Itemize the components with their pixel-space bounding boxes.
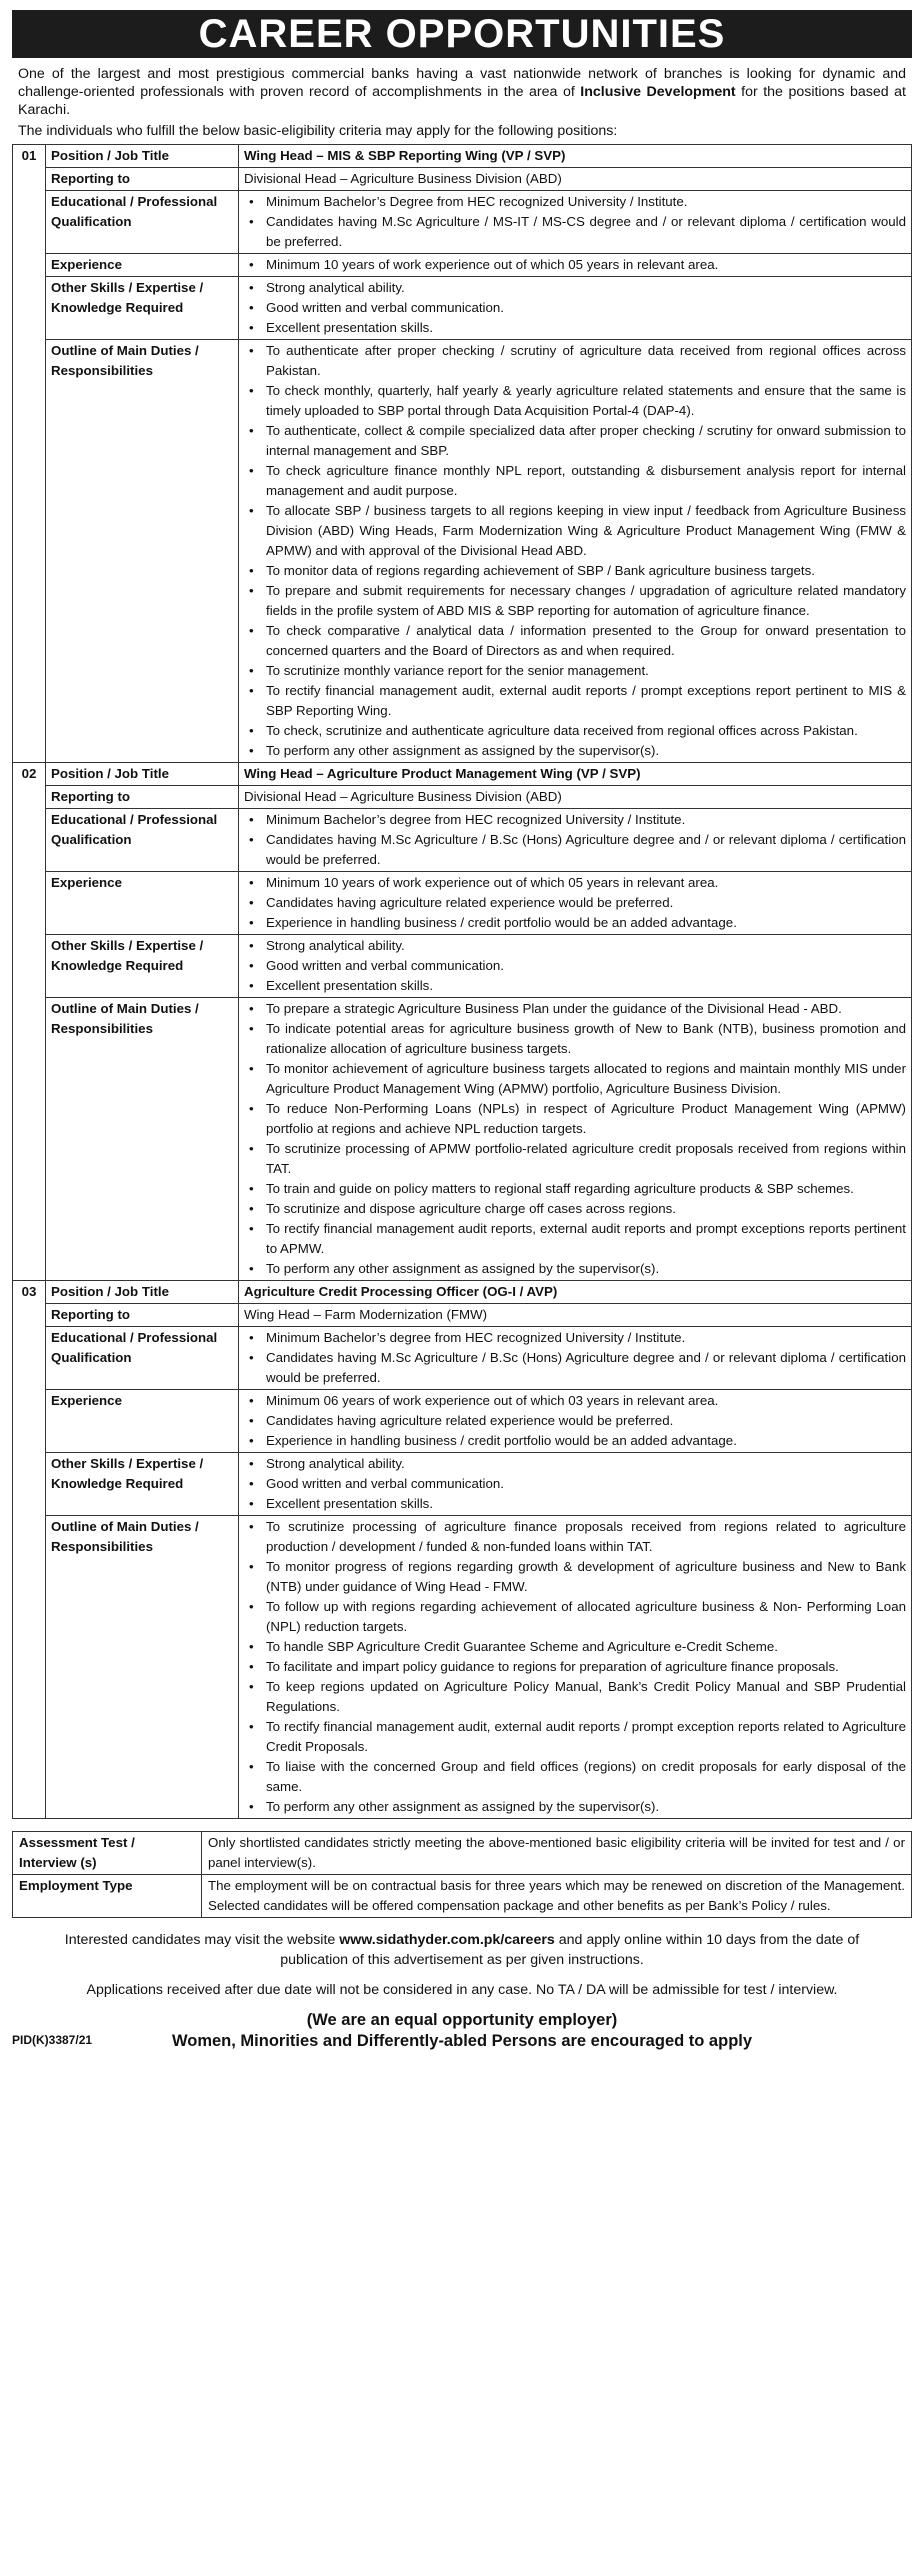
skills-label: Other Skills / Expertise / Knowledge Required [46, 1453, 239, 1516]
bullet-item: • To perform any other assignment as assigned by the supervisor(s). [266, 1797, 906, 1817]
bullet-item: • To check agriculture finance monthly NPL report, outstanding & disbursement analysis report for internal management and audit purpose. [266, 461, 906, 501]
position-number: 03 [13, 1281, 46, 1304]
apply-text: Interested candidates may visit the website [64, 1932, 340, 1948]
bullet-list [244, 341, 906, 761]
reporting-value: Divisional Head – Agriculture Business Division (ABD) [239, 786, 912, 809]
bullet-item: • To check comparative / analytical data / information presented to the Group for onward presentation to concerned quarters and the Board of Directors as and when required. [266, 621, 906, 661]
position-title-row [13, 1281, 912, 1304]
bullet-item: • Minimum 10 years of work experience out of which 05 years in relevant area. [266, 873, 906, 893]
number-cell [13, 1453, 46, 1516]
experience-label: Experience [46, 1390, 239, 1453]
reporting-value: Wing Head – Farm Modernization (FMW) [239, 1304, 912, 1327]
bullet-list [244, 810, 906, 870]
reporting-label: Reporting to [46, 168, 239, 191]
bullet-item: • Good written and verbal communication. [266, 956, 906, 976]
apply-text-end: and apply online within 10 days from the date of publication of this advertisement as per given instructions. [280, 1932, 860, 1968]
bullet-item: • To rectify financial management audit, external audit reports / prompt exceptions report pertinent to MIS & SBP Reporting Wing. [266, 681, 906, 721]
duties-row [13, 998, 912, 1281]
bullet-list [244, 873, 906, 933]
position-label: Position / Job Title [46, 145, 239, 168]
education-label: Educational / Professional Qualification [46, 809, 239, 872]
bullet-item: • Candidates having M.Sc Agriculture / MS-IT / MS-CS degree and / or relevant diploma / certification would be preferred. [266, 212, 906, 252]
number-cell [13, 168, 46, 191]
duties-label: Outline of Main Duties / Responsibilities [46, 1516, 239, 1819]
bullet-item: • Candidates having M.Sc Agriculture / B.Sc (Hons) Agriculture degree and / or relevant diploma / certification would be preferred. [266, 830, 906, 870]
bullet-item: • To rectify financial management audit reports, external audit reports and prompt exceptions reports pertinent to APMW. [266, 1219, 906, 1259]
bullet-item: • Strong analytical ability. [266, 278, 906, 298]
education-list [239, 809, 912, 872]
experience-row [13, 254, 912, 277]
education-list [239, 1327, 912, 1390]
position-number: 02 [13, 763, 46, 786]
intro-eligibility-line: The individuals who fulfill the below basic-eligibility criteria may apply for the following positions: [18, 123, 618, 139]
positions-table [12, 144, 912, 1819]
bullet-item: • Experience in handling business / credit portfolio would be an added advantage. [266, 1431, 906, 1451]
education-row [13, 1327, 912, 1390]
bullet-item: • To scrutinize processing of agriculture finance proposals received from regions related to agriculture production / development / funded & non-funded loans within TAT. [266, 1517, 906, 1557]
experience-list [239, 872, 912, 935]
bullet-item: • To monitor achievement of agriculture business targets allocated to regions and maintain monthly MIS under Agriculture Product Management Wing (APMW) portfolio, Agriculture Business Division. [266, 1059, 906, 1099]
reporting-label: Reporting to [46, 786, 239, 809]
reporting-row [13, 1304, 912, 1327]
bullet-item: • To rectify financial management audit, external audit reports / prompt exception reports related to Agriculture Credit Proposals. [266, 1717, 906, 1757]
reporting-label: Reporting to [46, 1304, 239, 1327]
number-cell [13, 809, 46, 872]
skills-list [239, 935, 912, 998]
pid-code: PID(K)3387/21 [12, 2033, 93, 2047]
number-cell [13, 1516, 46, 1819]
position-label: Position / Job Title [46, 763, 239, 786]
assessment-text: Only shortlisted candidates strictly meeting the above-mentioned basic eligibility criteria will be invited for test and / or panel interview(s). [202, 1832, 912, 1875]
careers-website-link[interactable]: www.sidathyder.com.pk/careers [339, 1932, 555, 1948]
assessment-row [13, 1832, 912, 1875]
number-cell [13, 872, 46, 935]
education-row [13, 191, 912, 254]
duties-label: Outline of Main Duties / Responsibilities [46, 340, 239, 763]
bullet-item: • Minimum Bachelor’s degree from HEC recognized University / Institute. [266, 810, 906, 830]
reporting-row [13, 786, 912, 809]
duties-list [239, 340, 912, 763]
experience-row [13, 1390, 912, 1453]
bullet-item: • To monitor data of regions regarding achievement of SBP / Bank agriculture business targets. [266, 561, 906, 581]
duties-row [13, 1516, 912, 1819]
bullet-item: • To prepare and submit requirements for necessary changes / upgradation of agriculture related mandatory fields in the profile system of ABD MIS & SBP reporting for automation of agriculture finance. [266, 581, 906, 621]
skills-row [13, 277, 912, 340]
bullet-item: • To perform any other assignment as assigned by the supervisor(s). [266, 741, 906, 761]
bullet-item: • Good written and verbal communication. [266, 298, 906, 318]
bullet-list [244, 278, 906, 338]
employment-label: Employment Type [13, 1875, 202, 1918]
position-label: Position / Job Title [46, 1281, 239, 1304]
number-cell [13, 998, 46, 1281]
bullet-item: • Good written and verbal communication. [266, 1474, 906, 1494]
intro-text-end: for the positions based at Karachi. [18, 84, 906, 118]
number-cell [13, 254, 46, 277]
experience-label: Experience [46, 254, 239, 277]
skills-list [239, 277, 912, 340]
bullet-item: • To scrutinize and dispose agriculture charge off cases across regions. [266, 1199, 906, 1219]
duties-label: Outline of Main Duties / Responsibilities [46, 998, 239, 1281]
bullet-item: • Excellent presentation skills. [266, 318, 906, 338]
bullet-item: • To perform any other assignment as assigned by the supervisor(s). [266, 1259, 906, 1279]
skills-row [13, 1453, 912, 1516]
number-cell [13, 1327, 46, 1390]
position-title-row [13, 763, 912, 786]
position-title: Agriculture Credit Processing Officer (OG-I / AVP) [239, 1281, 912, 1304]
reporting-value: Divisional Head – Agriculture Business Division (ABD) [239, 168, 912, 191]
education-row [13, 809, 912, 872]
number-cell [13, 786, 46, 809]
reporting-row [13, 168, 912, 191]
education-list [239, 191, 912, 254]
encouragement-line: Women, Minorities and Differently-abled Persons are encouraged to apply [171, 2032, 753, 2050]
position-title: Wing Head – Agriculture Product Management Wing (VP / SVP) [239, 763, 912, 786]
bullet-item: • Excellent presentation skills. [266, 1494, 906, 1514]
number-cell [13, 935, 46, 998]
bullet-item: • To follow up with regions regarding achievement of allocated agriculture business & Non- Performing Loan (NPL) reduction targets. [266, 1597, 906, 1637]
number-cell [13, 1390, 46, 1453]
bullet-item: • Experience in handling business / credit portfolio would be an added advantage. [266, 913, 906, 933]
bullet-item: • To monitor progress of regions regarding growth & development of agriculture business and New to Bank (NTB) under guidance of Wing Head - FMW. [266, 1557, 906, 1597]
number-cell [13, 340, 46, 763]
bullet-list [244, 1391, 906, 1451]
bullet-item: • Excellent presentation skills. [266, 976, 906, 996]
due-date-note: Applications received after due date will not be considered in any case. No TA / DA will be admissible for test / interview. [86, 1982, 838, 1998]
bullet-list [244, 999, 906, 1279]
bullet-item: • To allocate SBP / business targets to all regions keeping in view input / feedback from Agriculture Business Division (ABD) Wing Heads, Farm Modernization Wing & Agriculture Product Management Wing (FMW & APMW) and with approval of the Divisional Head ABD. [266, 501, 906, 561]
bullet-item: • Minimum 06 years of work experience out of which 03 years in relevant area. [266, 1391, 906, 1411]
bullet-item: • To reduce Non-Performing Loans (NPLs) in respect of Agriculture Product Management Wing (APMW) portfolio at regions and achieve NPL reduction targets. [266, 1099, 906, 1139]
bullet-item: • Minimum 10 years of work experience out of which 05 years in relevant area. [266, 255, 906, 275]
education-label: Educational / Professional Qualification [46, 191, 239, 254]
bullet-item: • To scrutinize processing of APMW portfolio-related agriculture credit proposals received from regions within TAT. [266, 1139, 906, 1179]
equal-opportunity-line: (We are an equal opportunity employer) [306, 2011, 618, 2029]
bullet-item: • To indicate potential areas for agriculture business growth of New to Bank (NTB), business promotion and rationalize allocation of agriculture business targets. [266, 1019, 906, 1059]
employment-row [13, 1875, 912, 1918]
bullet-item: • To train and guide on policy matters to regional staff regarding agriculture products & SBP schemes. [266, 1179, 906, 1199]
number-cell [13, 191, 46, 254]
bullet-item: • Minimum Bachelor’s degree from HEC recognized University / Institute. [266, 1328, 906, 1348]
duties-list [239, 1516, 912, 1819]
skills-label: Other Skills / Expertise / Knowledge Required [46, 935, 239, 998]
skills-label: Other Skills / Expertise / Knowledge Required [46, 277, 239, 340]
bullet-item: • To facilitate and impart policy guidance to regions for preparation of agriculture finance proposals. [266, 1657, 906, 1677]
experience-row [13, 872, 912, 935]
skills-list [239, 1453, 912, 1516]
experience-list [239, 1390, 912, 1453]
bullet-item: • To keep regions updated on Agriculture Policy Manual, Bank’s Credit Policy Manual and SBP Prudential Regulations. [266, 1677, 906, 1717]
terms-table [12, 1831, 912, 1918]
bullet-item: • To prepare a strategic Agriculture Business Plan under the guidance of the Divisional Head - ABD. [266, 999, 906, 1019]
apply-instructions [32, 1930, 892, 1970]
education-label: Educational / Professional Qualification [46, 1327, 239, 1390]
bullet-item: • To scrutinize monthly variance report for the senior management. [266, 661, 906, 681]
experience-list [239, 254, 912, 277]
footer [12, 2030, 912, 2052]
bullet-item: • To authenticate, collect & compile specialized data after proper checking / scrutiny for onward submission to internal management and SBP. [266, 421, 906, 461]
position-title: Wing Head – MIS & SBP Reporting Wing (VP / SVP) [239, 145, 912, 168]
number-cell [13, 1304, 46, 1327]
bullet-list [244, 936, 906, 996]
bullet-item: • Strong analytical ability. [266, 936, 906, 956]
bullet-item: • Candidates having agriculture related experience would be preferred. [266, 1411, 906, 1431]
bullet-list [244, 1454, 906, 1514]
intro-text: One of the largest and most prestigious commercial banks having a vast nationwide network of branches is looking for dynamic and challenge-oriented professionals with proven record of accomplishments in the area of [18, 66, 906, 100]
duties-list [239, 998, 912, 1281]
bullet-item: • To check, scrutinize and authenticate agriculture data received from regional offices across Pakistan. [266, 721, 906, 741]
assessment-label: Assessment Test / Interview (s) [13, 1832, 202, 1875]
bullet-item: • To check monthly, quarterly, half yearly & yearly agriculture related statements and ensure that the same is timely uploaded to SBP portal through Data Acquisition Portal-4 (DAP-4). [266, 381, 906, 421]
bullet-list [244, 192, 906, 252]
bullet-list [244, 1517, 906, 1817]
bullet-item: • Candidates having agriculture related experience would be preferred. [266, 893, 906, 913]
bullet-item: • To authenticate after proper checking / scrutiny of agriculture data received from regional offices across Pakistan. [266, 341, 906, 381]
intro-paragraph [18, 65, 906, 119]
experience-label: Experience [46, 872, 239, 935]
bullet-item: • Strong analytical ability. [266, 1454, 906, 1474]
position-number: 01 [13, 145, 46, 168]
number-cell [13, 277, 46, 340]
bullet-list [244, 1328, 906, 1388]
bullet-item: • Candidates having M.Sc Agriculture / B.Sc (Hons) Agriculture degree and / or relevant diploma / certification would be preferred. [266, 1348, 906, 1388]
bullet-item: • To handle SBP Agriculture Credit Guarantee Scheme and Agriculture e-Credit Scheme. [266, 1637, 906, 1657]
duties-row [13, 340, 912, 763]
bullet-item: • Minimum Bachelor’s Degree from HEC recognized University / Institute. [266, 192, 906, 212]
employment-text: The employment will be on contractual basis for three years which may be renewed on discretion of the Management. Selected candidates will be offered compensation package and other benefits as per Bank’s Policy / rules. [202, 1875, 912, 1918]
bullet-list [244, 255, 906, 275]
bullet-item: • To liaise with the concerned Group and field offices (regions) on credit proposals for early disposal of the same. [266, 1757, 906, 1797]
skills-row [13, 935, 912, 998]
intro-bold-text: Inclusive Development [580, 84, 736, 100]
page-title: CAREER OPPORTUNITIES [12, 10, 912, 58]
position-title-row [13, 145, 912, 168]
